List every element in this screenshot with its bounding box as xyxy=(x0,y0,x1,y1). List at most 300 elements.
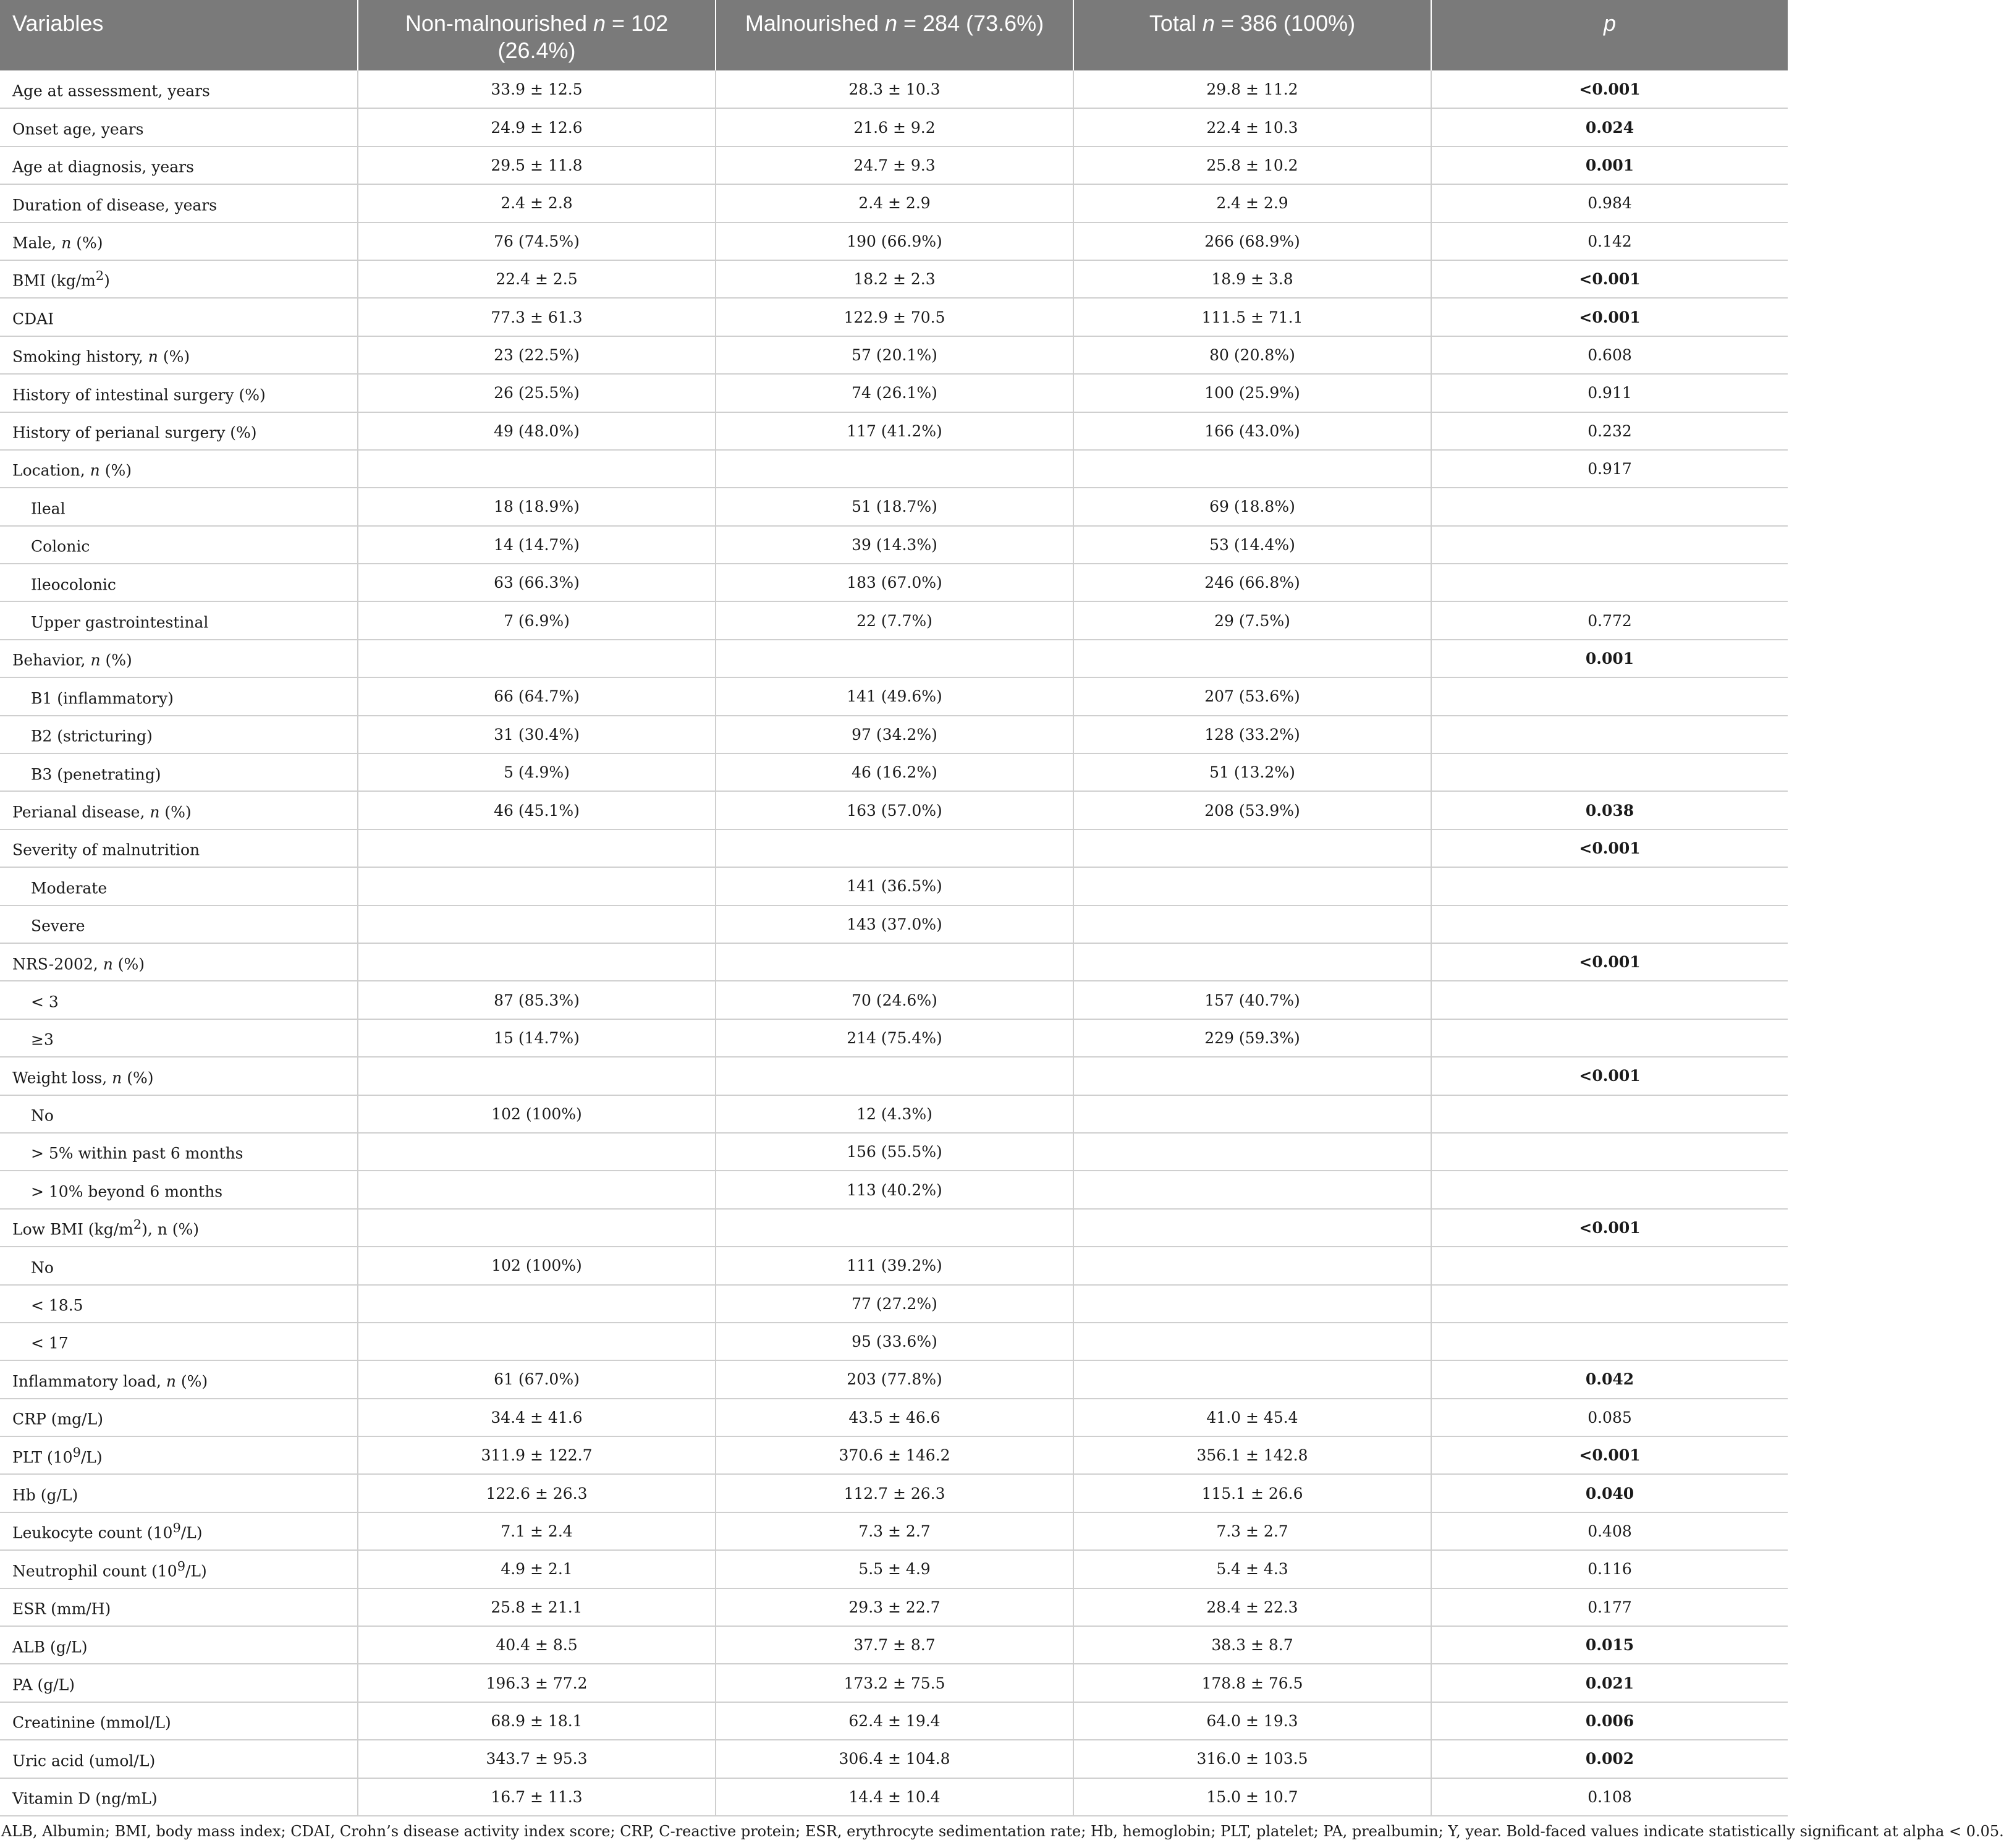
cell-non-malnourished: 102 (100%) xyxy=(358,1095,716,1133)
cell-malnourished: 370.6 ± 146.2 xyxy=(716,1436,1073,1474)
row-label-sup: 9 xyxy=(72,1444,81,1460)
table-row xyxy=(0,1399,1788,1436)
row-label-ital: n xyxy=(112,1069,122,1087)
table-row xyxy=(0,1664,1788,1702)
row-label xyxy=(0,298,358,336)
row-label-post: (%) xyxy=(122,1069,154,1087)
cell-total: 157 (40.7%) xyxy=(1073,981,1431,1019)
cell-total xyxy=(1073,1095,1431,1133)
cell-p-value: <0.001 xyxy=(1431,1436,1788,1474)
cell-non-malnourished: 2.4 ± 2.8 xyxy=(358,184,716,222)
header-row xyxy=(0,0,1788,70)
cell-malnourished xyxy=(716,450,1073,488)
cell-non-malnourished: 33.9 ± 12.5 xyxy=(358,70,716,108)
cell-total: 5.4 ± 4.3 xyxy=(1073,1550,1431,1588)
cell-malnourished: 74 (26.1%) xyxy=(716,374,1073,412)
table-row xyxy=(0,108,1788,146)
cell-non-malnourished: 61 (67.0%) xyxy=(358,1360,716,1398)
row-label-pre: Moderate xyxy=(31,879,108,897)
cell-total xyxy=(1073,1171,1431,1208)
cell-p-value: 0.038 xyxy=(1431,791,1788,829)
cell-total: 64.0 ± 19.3 xyxy=(1073,1702,1431,1740)
cell-malnourished: 173.2 ± 75.5 xyxy=(716,1664,1073,1702)
cell-malnourished: 57 (20.1%) xyxy=(716,336,1073,374)
cell-p-value: 0.608 xyxy=(1431,336,1788,374)
cell-malnourished xyxy=(716,829,1073,867)
table-row xyxy=(0,867,1788,905)
cell-p-value xyxy=(1431,488,1788,525)
row-label xyxy=(0,146,358,184)
row-label xyxy=(0,1778,358,1816)
row-label xyxy=(0,1209,358,1247)
cell-total: 356.1 ± 142.8 xyxy=(1073,1436,1431,1474)
cell-total xyxy=(1073,1360,1431,1398)
row-label xyxy=(0,1399,358,1436)
cell-total xyxy=(1073,867,1431,905)
row-label-pre: Neutrophil count (10 xyxy=(12,1562,177,1580)
cell-p-value: <0.001 xyxy=(1431,298,1788,336)
cell-malnourished: 141 (36.5%) xyxy=(716,867,1073,905)
cell-p-value xyxy=(1431,564,1788,601)
cell-malnourished: 306.4 ± 104.8 xyxy=(716,1740,1073,1778)
row-label xyxy=(0,70,358,108)
cell-malnourished: 111 (39.2%) xyxy=(716,1247,1073,1284)
row-label xyxy=(0,1702,358,1740)
cell-total: 15.0 ± 10.7 xyxy=(1073,1778,1431,1816)
table-row xyxy=(0,1247,1788,1284)
cell-malnourished: 51 (18.7%) xyxy=(716,488,1073,525)
row-label-pre: History of intestinal surgery (%) xyxy=(12,385,266,404)
row-label-ital: n xyxy=(148,347,158,366)
row-label xyxy=(0,1436,358,1474)
cell-non-malnourished: 46 (45.1%) xyxy=(358,791,716,829)
row-label-post: (%) xyxy=(175,1372,208,1391)
row-label xyxy=(0,716,358,753)
row-label-pre: Weight loss, xyxy=(12,1069,112,1087)
cell-p-value xyxy=(1431,905,1788,943)
row-label-post: (%) xyxy=(112,954,145,973)
table-row xyxy=(0,184,1788,222)
cell-non-malnourished: 77.3 ± 61.3 xyxy=(358,298,716,336)
cell-non-malnourished: 49 (48.0%) xyxy=(358,412,716,450)
cell-non-malnourished: 25.8 ± 21.1 xyxy=(358,1588,716,1626)
cell-non-malnourished: 31 (30.4%) xyxy=(358,716,716,753)
cell-non-malnourished: 63 (66.3%) xyxy=(358,564,716,601)
row-label-pre: Location, xyxy=(12,461,90,480)
cell-p-value: 0.142 xyxy=(1431,223,1788,260)
cell-malnourished: 21.6 ± 9.2 xyxy=(716,108,1073,146)
row-label-pre: CRP (mg/L) xyxy=(12,1410,103,1428)
table-row xyxy=(0,640,1788,677)
cell-total: 69 (18.8%) xyxy=(1073,488,1431,525)
row-label-pre: Age at assessment, years xyxy=(12,82,210,100)
row-label-pre: Behavior, xyxy=(12,651,91,669)
table-row xyxy=(0,564,1788,601)
row-label-sup: 2 xyxy=(133,1217,142,1232)
row-label-pre: Uric acid (umol/L) xyxy=(12,1752,156,1770)
cell-non-malnourished: 22.4 ± 2.5 xyxy=(358,260,716,298)
table-row xyxy=(0,1171,1788,1208)
row-label-pre: Onset age, years xyxy=(12,120,144,138)
row-label xyxy=(0,867,358,905)
cell-total: 208 (53.9%) xyxy=(1073,791,1431,829)
table-row xyxy=(0,488,1788,525)
cell-p-value: 0.911 xyxy=(1431,374,1788,412)
row-label-ital: n xyxy=(90,461,100,480)
cell-malnourished: 29.3 ± 22.7 xyxy=(716,1588,1073,1626)
row-label-post: (%) xyxy=(100,651,132,669)
table-row xyxy=(0,1323,1788,1360)
row-label xyxy=(0,829,358,867)
cell-p-value xyxy=(1431,867,1788,905)
cell-non-malnourished: 16.7 ± 11.3 xyxy=(358,1778,716,1816)
cell-malnourished: 203 (77.8%) xyxy=(716,1360,1073,1398)
cell-p-value: 0.040 xyxy=(1431,1474,1788,1512)
row-label-pre: Vitamin D (ng/mL) xyxy=(12,1789,158,1808)
cell-total xyxy=(1073,1247,1431,1284)
cell-malnourished: 122.9 ± 70.5 xyxy=(716,298,1073,336)
row-label-ital: n xyxy=(166,1372,176,1391)
cell-p-value: 0.984 xyxy=(1431,184,1788,222)
cell-non-malnourished: 15 (14.7%) xyxy=(358,1019,716,1057)
cell-p-value: 0.772 xyxy=(1431,601,1788,639)
table-row xyxy=(0,1702,1788,1740)
table-row xyxy=(0,223,1788,260)
row-label xyxy=(0,1133,358,1171)
row-label-pre: Age at diagnosis, years xyxy=(12,158,194,176)
cell-total: 178.8 ± 76.5 xyxy=(1073,1664,1431,1702)
cell-p-value: 0.232 xyxy=(1431,412,1788,450)
row-label xyxy=(0,1664,358,1702)
cell-non-malnourished: 34.4 ± 41.6 xyxy=(358,1399,716,1436)
row-label xyxy=(0,677,358,715)
table-row xyxy=(0,336,1788,374)
cell-non-malnourished xyxy=(358,1285,716,1323)
row-label-sup: 9 xyxy=(177,1558,185,1574)
cell-total xyxy=(1073,640,1431,677)
cell-malnourished: 24.7 ± 9.3 xyxy=(716,146,1073,184)
header-malnourished: Malnourished n = 284 (73.6%) xyxy=(716,0,1073,70)
row-label-post: (%) xyxy=(71,234,103,252)
cell-total: 207 (53.6%) xyxy=(1073,677,1431,715)
cell-p-value: 0.108 xyxy=(1431,1778,1788,1816)
table-body xyxy=(0,70,1788,1816)
table-row xyxy=(0,1436,1788,1474)
row-label-pre: < 18.5 xyxy=(31,1296,83,1315)
cell-p-value: <0.001 xyxy=(1431,829,1788,867)
cell-non-malnourished xyxy=(358,1057,716,1095)
cell-non-malnourished: 68.9 ± 18.1 xyxy=(358,1702,716,1740)
cell-total: 53 (14.4%) xyxy=(1073,526,1431,564)
table-row xyxy=(0,70,1788,108)
row-label-pre: < 3 xyxy=(31,993,59,1011)
row-label-pre: Low BMI (kg/m xyxy=(12,1220,133,1239)
row-label-pre: No xyxy=(31,1258,54,1276)
row-label xyxy=(0,981,358,1019)
cell-total xyxy=(1073,905,1431,943)
cell-non-malnourished: 29.5 ± 11.8 xyxy=(358,146,716,184)
cell-p-value: 0.006 xyxy=(1431,1702,1788,1740)
cell-total: 41.0 ± 45.4 xyxy=(1073,1399,1431,1436)
table-row xyxy=(0,1057,1788,1095)
table-row xyxy=(0,1550,1788,1588)
cell-malnourished: 141 (49.6%) xyxy=(716,677,1073,715)
cell-malnourished: 117 (41.2%) xyxy=(716,412,1073,450)
table-row xyxy=(0,981,1788,1019)
table-row xyxy=(0,905,1788,943)
cell-non-malnourished: 14 (14.7%) xyxy=(358,526,716,564)
table-row xyxy=(0,1626,1788,1664)
cell-malnourished: 7.3 ± 2.7 xyxy=(716,1512,1073,1550)
row-label xyxy=(0,1095,358,1133)
cell-non-malnourished: 311.9 ± 122.7 xyxy=(358,1436,716,1474)
cell-total: 29 (7.5%) xyxy=(1073,601,1431,639)
row-label xyxy=(0,1057,358,1095)
cell-malnourished: 113 (40.2%) xyxy=(716,1171,1073,1208)
table-row xyxy=(0,1095,1788,1133)
cell-malnourished: 97 (34.2%) xyxy=(716,716,1073,753)
cell-malnourished: 143 (37.0%) xyxy=(716,905,1073,943)
table-row xyxy=(0,943,1788,981)
row-label-pre: < 17 xyxy=(31,1334,69,1352)
row-label-pre: Ileocolonic xyxy=(31,575,116,593)
cell-p-value xyxy=(1431,981,1788,1019)
cell-total: 7.3 ± 2.7 xyxy=(1073,1512,1431,1550)
cell-p-value xyxy=(1431,1095,1788,1133)
cell-non-malnourished: 23 (22.5%) xyxy=(358,336,716,374)
cell-malnourished xyxy=(716,943,1073,981)
table-row xyxy=(0,412,1788,450)
row-label xyxy=(0,791,358,829)
row-label xyxy=(0,564,358,601)
cell-total: 22.4 ± 10.3 xyxy=(1073,108,1431,146)
cell-p-value xyxy=(1431,1133,1788,1171)
row-label-ital: n xyxy=(61,234,72,252)
cell-malnourished: 37.7 ± 8.7 xyxy=(716,1626,1073,1664)
table-row xyxy=(0,716,1788,753)
cell-total: 38.3 ± 8.7 xyxy=(1073,1626,1431,1664)
row-label-pre: > 5% within past 6 months xyxy=(31,1144,243,1163)
cell-p-value: <0.001 xyxy=(1431,1057,1788,1095)
row-label xyxy=(0,640,358,677)
cell-malnourished: 12 (4.3%) xyxy=(716,1095,1073,1133)
header-variables: Variables xyxy=(0,0,358,70)
row-label-pre: NRS-2002, xyxy=(12,954,103,973)
table-row xyxy=(0,1285,1788,1323)
cell-malnourished: 190 (66.9%) xyxy=(716,223,1073,260)
row-label-post: /L) xyxy=(80,1447,103,1466)
cell-p-value xyxy=(1431,1171,1788,1208)
cell-total: 28.4 ± 22.3 xyxy=(1073,1588,1431,1626)
row-label xyxy=(0,1740,358,1778)
cell-malnourished: 70 (24.6%) xyxy=(716,981,1073,1019)
cell-malnourished: 163 (57.0%) xyxy=(716,791,1073,829)
cell-total xyxy=(1073,1323,1431,1360)
cell-p-value: 0.085 xyxy=(1431,1399,1788,1436)
row-label-pre: ALB (g/L) xyxy=(12,1637,88,1656)
cell-malnourished: 18.2 ± 2.3 xyxy=(716,260,1073,298)
cell-non-malnourished xyxy=(358,905,716,943)
cell-total: 100 (25.9%) xyxy=(1073,374,1431,412)
row-label-pre: ≥3 xyxy=(31,1030,54,1049)
row-label-ital: n xyxy=(90,651,101,669)
row-label-post: (%) xyxy=(159,803,192,821)
table-row xyxy=(0,1778,1788,1816)
row-label xyxy=(0,488,358,525)
row-label xyxy=(0,412,358,450)
cell-malnourished: 28.3 ± 10.3 xyxy=(716,70,1073,108)
row-label-pre: Duration of disease, years xyxy=(12,196,218,214)
row-label-pre: Upper gastrointestinal xyxy=(31,613,209,632)
cell-malnourished: 39 (14.3%) xyxy=(716,526,1073,564)
table-row xyxy=(0,1588,1788,1626)
row-label-pre: Ileal xyxy=(31,499,66,518)
row-label xyxy=(0,905,358,943)
cell-non-malnourished: 7 (6.9%) xyxy=(358,601,716,639)
table-row xyxy=(0,1209,1788,1247)
cell-total xyxy=(1073,829,1431,867)
table-row xyxy=(0,829,1788,867)
cell-non-malnourished xyxy=(358,640,716,677)
cell-malnourished: 43.5 ± 46.6 xyxy=(716,1399,1073,1436)
cell-non-malnourished: 76 (74.5%) xyxy=(358,223,716,260)
cell-malnourished xyxy=(716,1057,1073,1095)
cell-total: 115.1 ± 26.6 xyxy=(1073,1474,1431,1512)
row-label-pre: Smoking history, xyxy=(12,347,148,366)
cell-malnourished: 95 (33.6%) xyxy=(716,1323,1073,1360)
table-row xyxy=(0,1360,1788,1398)
cell-total: 128 (33.2%) xyxy=(1073,716,1431,753)
cell-non-malnourished xyxy=(358,1323,716,1360)
cell-p-value: <0.001 xyxy=(1431,70,1788,108)
cell-non-malnourished: 4.9 ± 2.1 xyxy=(358,1550,716,1588)
row-label-pre: B2 (stricturing) xyxy=(31,727,153,745)
cell-malnourished: 5.5 ± 4.9 xyxy=(716,1550,1073,1588)
cell-total: 25.8 ± 10.2 xyxy=(1073,146,1431,184)
row-label-pre: Hb (g/L) xyxy=(12,1486,78,1504)
row-label-pre: B1 (inflammatory) xyxy=(31,689,174,708)
row-label-post: /L) xyxy=(180,1524,203,1542)
cell-malnourished: 2.4 ± 2.9 xyxy=(716,184,1073,222)
row-label-pre: > 10% beyond 6 months xyxy=(31,1182,223,1201)
cell-p-value: 0.116 xyxy=(1431,1550,1788,1588)
cell-total xyxy=(1073,943,1431,981)
cell-total: 2.4 ± 2.9 xyxy=(1073,184,1431,222)
cell-non-malnourished: 196.3 ± 77.2 xyxy=(358,1664,716,1702)
row-label-pre: CDAI xyxy=(12,310,54,328)
table-row xyxy=(0,146,1788,184)
cell-p-value: 0.177 xyxy=(1431,1588,1788,1626)
cell-total: 266 (68.9%) xyxy=(1073,223,1431,260)
cell-non-malnourished: 102 (100%) xyxy=(358,1247,716,1284)
row-label xyxy=(0,1019,358,1057)
cell-p-value xyxy=(1431,526,1788,564)
row-label-post: (%) xyxy=(99,461,132,480)
cell-p-value: 0.002 xyxy=(1431,1740,1788,1778)
cell-total: 316.0 ± 103.5 xyxy=(1073,1740,1431,1778)
cell-p-value xyxy=(1431,1323,1788,1360)
row-label xyxy=(0,1247,358,1284)
table-row xyxy=(0,526,1788,564)
table-row xyxy=(0,374,1788,412)
cell-p-value: 0.021 xyxy=(1431,1664,1788,1702)
cell-total: 80 (20.8%) xyxy=(1073,336,1431,374)
cell-malnourished xyxy=(716,640,1073,677)
cell-p-value xyxy=(1431,1019,1788,1057)
cell-total xyxy=(1073,1133,1431,1171)
row-label-pre: PA (g/L) xyxy=(12,1676,75,1694)
cell-p-value: 0.042 xyxy=(1431,1360,1788,1398)
cell-p-value: <0.001 xyxy=(1431,1209,1788,1247)
cell-non-malnourished: 87 (85.3%) xyxy=(358,981,716,1019)
row-label-pre: Male, xyxy=(12,234,62,252)
row-label-pre: ESR (mm/H) xyxy=(12,1600,111,1618)
cell-non-malnourished: 18 (18.9%) xyxy=(358,488,716,525)
cell-p-value: 0.001 xyxy=(1431,640,1788,677)
table-row xyxy=(0,1133,1788,1171)
row-label xyxy=(0,1550,358,1588)
row-label-pre: Creatinine (mmol/L) xyxy=(12,1713,171,1732)
row-label-sup: 2 xyxy=(95,268,104,284)
row-label xyxy=(0,753,358,791)
cell-non-malnourished xyxy=(358,943,716,981)
cell-non-malnourished: 5 (4.9%) xyxy=(358,753,716,791)
cell-non-malnourished: 66 (64.7%) xyxy=(358,677,716,715)
cell-malnourished: 46 (16.2%) xyxy=(716,753,1073,791)
cell-p-value xyxy=(1431,716,1788,753)
cell-total: 111.5 ± 71.1 xyxy=(1073,298,1431,336)
row-label-pre: BMI (kg/m xyxy=(12,271,96,290)
cell-total xyxy=(1073,450,1431,488)
cell-non-malnourished: 343.7 ± 95.3 xyxy=(358,1740,716,1778)
row-label-pre: Perianal disease, xyxy=(12,803,150,821)
row-label-pre: History of perianal surgery (%) xyxy=(12,423,257,442)
cell-non-malnourished xyxy=(358,867,716,905)
cell-total xyxy=(1073,1057,1431,1095)
row-label xyxy=(0,260,358,298)
cell-p-value: 0.408 xyxy=(1431,1512,1788,1550)
row-label-post: ) xyxy=(104,271,110,290)
table-row xyxy=(0,601,1788,639)
cell-malnourished: 112.7 ± 26.3 xyxy=(716,1474,1073,1512)
row-label xyxy=(0,1285,358,1323)
row-label xyxy=(0,1512,358,1550)
row-label-post: /L) xyxy=(185,1562,207,1580)
cell-total: 29.8 ± 11.2 xyxy=(1073,70,1431,108)
cell-p-value: <0.001 xyxy=(1431,943,1788,981)
cell-p-value xyxy=(1431,677,1788,715)
cell-non-malnourished xyxy=(358,1209,716,1247)
cell-non-malnourished xyxy=(358,1133,716,1171)
cell-p-value xyxy=(1431,1247,1788,1284)
table-row xyxy=(0,677,1788,715)
table-row xyxy=(0,450,1788,488)
row-label xyxy=(0,108,358,146)
row-label-pre: PLT (10 xyxy=(12,1447,73,1466)
row-label-post: (%) xyxy=(158,347,190,366)
table-row xyxy=(0,1019,1788,1057)
cell-non-malnourished: 26 (25.5%) xyxy=(358,374,716,412)
row-label xyxy=(0,526,358,564)
cell-malnourished: 156 (55.5%) xyxy=(716,1133,1073,1171)
row-label xyxy=(0,336,358,374)
row-label-pre: Inflammatory load, xyxy=(12,1372,166,1391)
header-total: Total n = 386 (100%) xyxy=(1073,0,1431,70)
table-footnote: ALB, Albumin; BMI, body mass index; CDAI, Crohn’s disease activity index score; CRP, C-reactive protein; ESR, erythrocyte sedimentation rate; Hb, hemoglobin; PLT, platelet; PA, prealbumin; Y, year. Bold-faced values indicate statistically significant at alpha < 0.05. xyxy=(1,1822,2004,1840)
cell-non-malnourished xyxy=(358,829,716,867)
cell-malnourished: 62.4 ± 19.4 xyxy=(716,1702,1073,1740)
cell-non-malnourished xyxy=(358,450,716,488)
